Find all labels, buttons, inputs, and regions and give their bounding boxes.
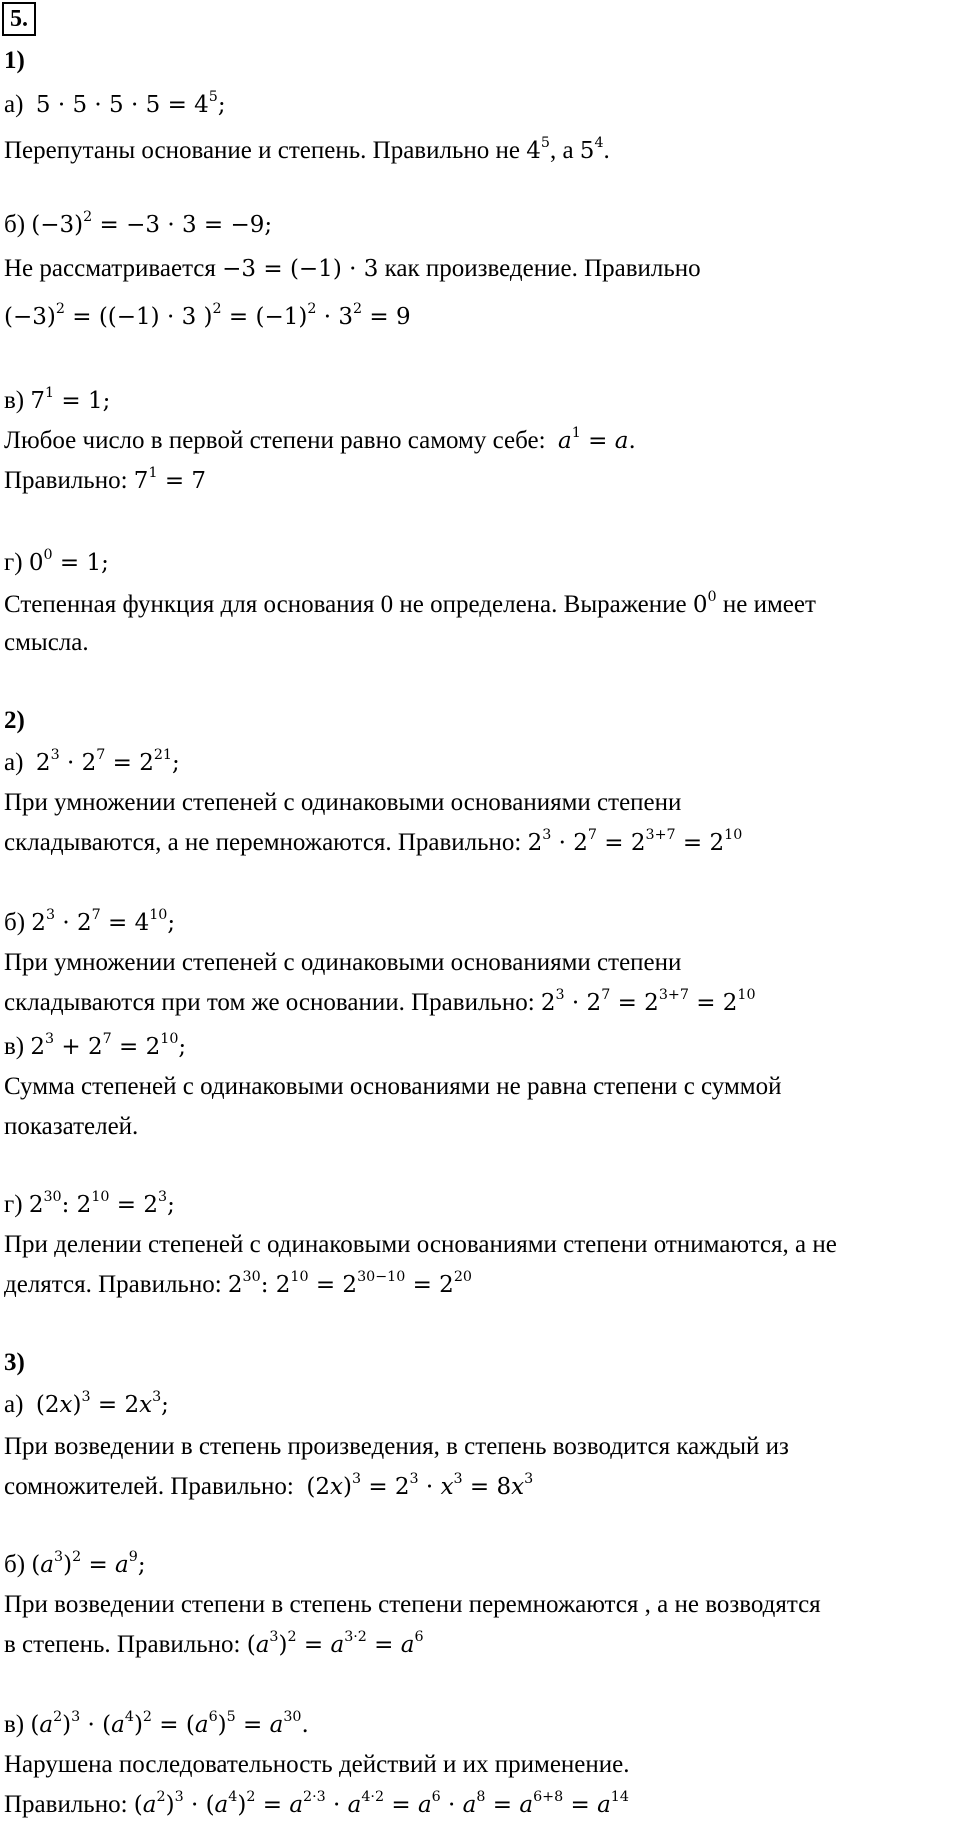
text-line: Степенная функция для основания 0 не определена. Выражение $0^0$ не имеет	[4, 589, 816, 618]
text-line: При возведении в степень произведения, в степень возводится каждый из	[4, 1433, 789, 1460]
text-line: При возведении степени в степень степени перемножаются , а не возводятся	[4, 1591, 821, 1618]
problem-number-box: 5.	[2, 2, 36, 36]
text-line: Любое число в первой степени равно самому себе: $a^1 = a$.	[4, 425, 636, 454]
section-heading: 3)	[4, 1349, 25, 1376]
text-line: г) $0^0 = 1$;	[4, 547, 109, 576]
text-line: сомножителей. Правильно: $(2x)^3 = 2^3 \cdot x^3 = 8x^3$	[4, 1471, 534, 1500]
text-line: Нарушена последовательность действий и их применение.	[4, 1751, 630, 1778]
text-line: делятся. Правильно: $2^{30}$: $2^{10} = 2^{30-10} = 2^{20}$	[4, 1269, 472, 1298]
text-line: б) $2^3 \cdot 2^7 = 4^{10}$;	[4, 907, 176, 936]
text-line: складываются, а не перемножаются. Правильно: $2^3 \cdot 2^7 = 2^{3+7} = 2^{10}$	[4, 827, 743, 856]
text-line: в степень. Правильно: $(a^3)^2 = a^{3\cdot 2} = a^6$	[4, 1629, 424, 1658]
text-line: При делении степеней с одинаковыми основаниями степени отнимаются, а не	[4, 1231, 837, 1258]
text-line: б) $(-3)^2 = -3 \cdot 3 = -9$;	[4, 209, 273, 238]
text-line: а) $5 \cdot 5 \cdot 5 \cdot 5 = 4^5$;	[4, 89, 226, 118]
text-line: Правильно: $7^1 = 7$	[4, 465, 207, 494]
text-line: г) $2^{30}$: $2^{10} = 2^3$;	[4, 1189, 175, 1218]
text-line: Перепутаны основание и степень. Правильно не $4^5$, а $5^4$.	[4, 135, 610, 164]
text-line: складываются при том же основании. Правильно: $2^3 \cdot 2^7 = 2^{3+7} = 2^{10}$	[4, 987, 756, 1016]
text-line: а) $(2x)^3 = 2x^3$;	[4, 1389, 169, 1418]
text-line: $(-3)^2 = ((-1) \cdot 3$ )$^2 = (-1)^2 \cdot 3^2 = 9$	[4, 301, 411, 330]
text-line: в) $7^1 = 1$;	[4, 385, 111, 414]
text-line: При умножении степеней с одинаковыми основаниями степени	[4, 949, 682, 976]
text-line: в) $2^3 + 2^7 = 2^{10}$;	[4, 1031, 187, 1060]
text-line: показателей.	[4, 1113, 139, 1140]
text-line: Сумма степеней с одинаковыми основаниями не равна степени с суммой	[4, 1073, 782, 1100]
section-heading: 1)	[4, 47, 25, 74]
text-line: б) $(a^3)^2 = a^9$;	[4, 1549, 146, 1578]
text-line: смысла.	[4, 629, 89, 656]
text-line: а) $2^3 \cdot 2^7 = 2^{21}$;	[4, 747, 180, 776]
text-line: Не рассматривается −3 = (−1) · 3 как произведение. Правильно	[4, 255, 701, 282]
text-line: в) $(a^2)^3 \cdot (a^4)^2 = (a^6)^5 = a^{30}$.	[4, 1709, 309, 1738]
section-heading: 2)	[4, 707, 25, 734]
text-line: При умножении степеней с одинаковыми основаниями степени	[4, 789, 682, 816]
text-line: Правильно: $(a^2)^3 \cdot (a^4)^2 = a^{2\cdot 3} \cdot a^{4\cdot 2} = a^6 \cdot a^8 = a^{6+8} = a^{14}$	[4, 1789, 629, 1818]
